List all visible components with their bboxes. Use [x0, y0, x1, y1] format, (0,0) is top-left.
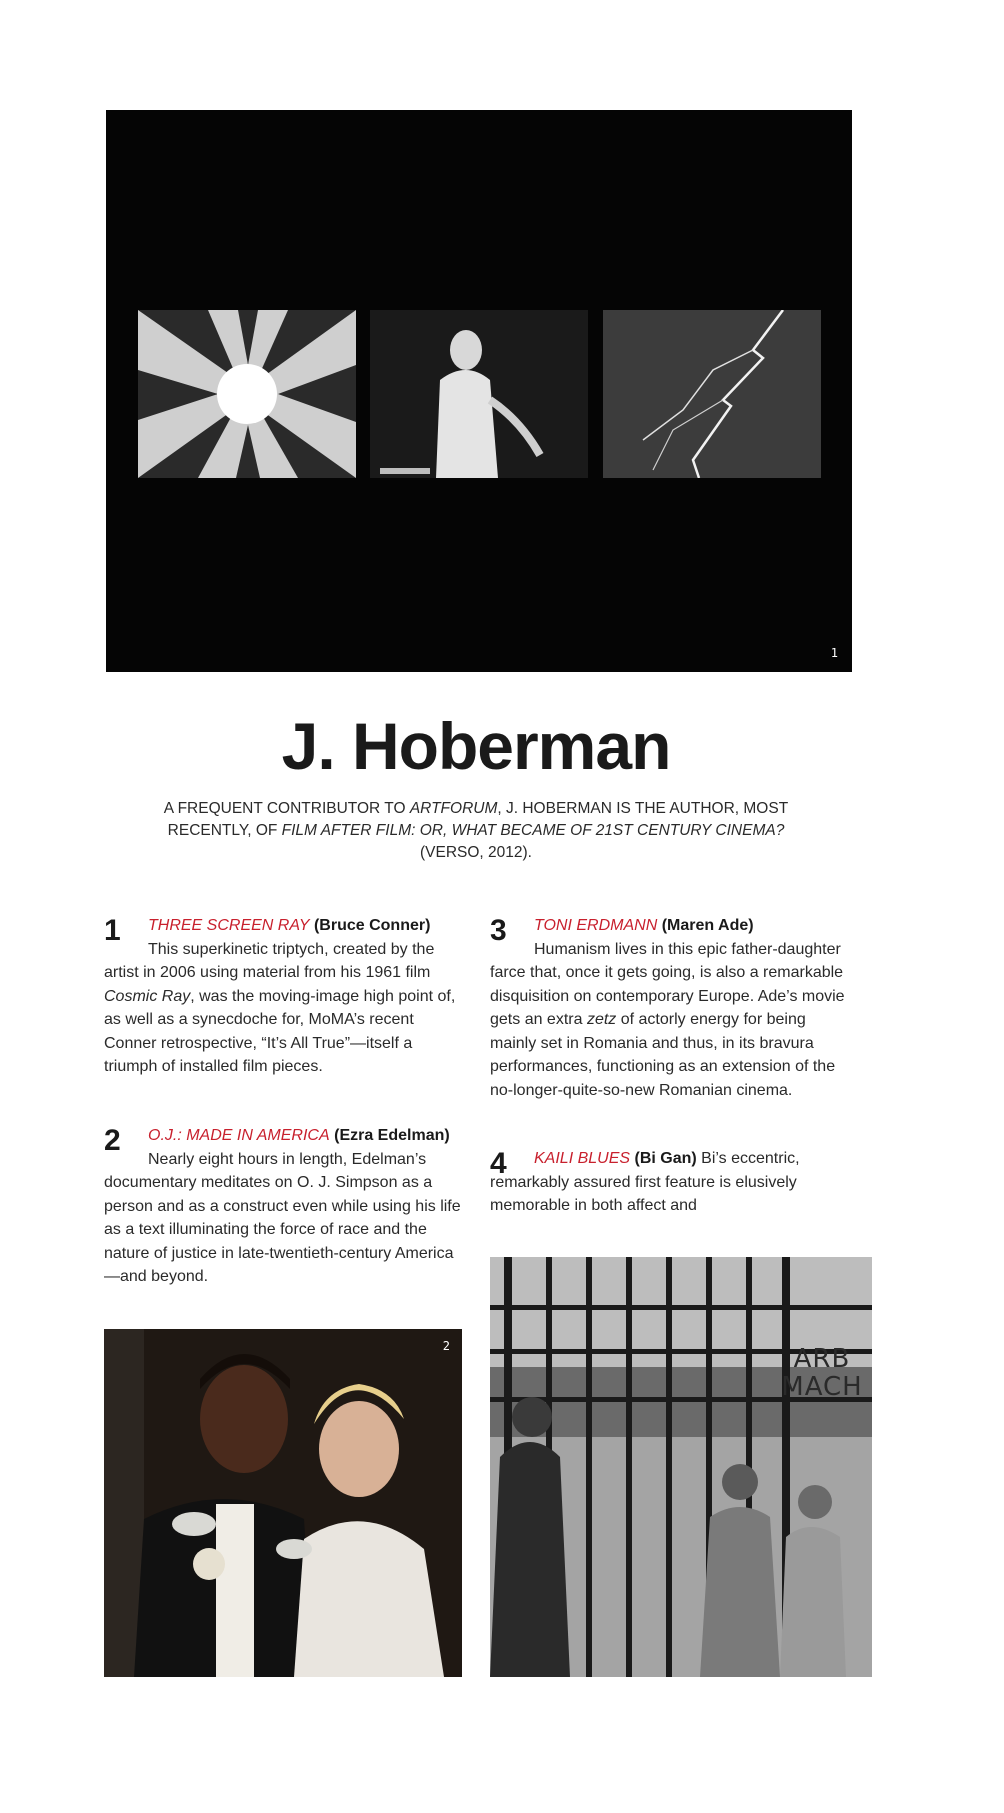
wedding-photo-image	[104, 1329, 462, 1677]
gate-photo	[490, 1257, 872, 1677]
bio-publication: ARTFORUM	[409, 800, 498, 817]
entry-creator: (Bi Gan)	[634, 1150, 697, 1167]
entry-title: O.J.: MADE IN AMERICA	[148, 1127, 330, 1144]
starburst-image	[138, 310, 356, 478]
entry-title: THREE SCREEN RAY	[148, 917, 310, 934]
figure-1-number: 1	[830, 646, 838, 660]
entry-text: Humanism lives in this epic father-daughter farce that, once it gets going, is also a remarkable disquisition on contemporary Europe. Ade’s movie gets an extra zetz of actorly energy for being mainly set in Romania and thus, in its bravura performances, functioning as an extension of the no-longer-quite-so-new Romanian cinema.	[490, 940, 845, 1099]
list-item-4	[490, 1147, 852, 1218]
entry-text: This superkinetic triptych, created by the artist in 2006 using material from his 1961 film Cosmic Ray, was the moving-image high point of, as well as a synecdoche for, MoMA’s recent Conner retrospective, “It’s All True”—itself a triumph of installed film pieces.	[104, 940, 456, 1075]
entry-heading	[104, 914, 466, 938]
entry-creator: (Bruce Conner)	[313, 917, 431, 934]
bio-mid: , J. HOBERMAN IS THE AUTHOR, MOST RECENTLY, OF	[167, 800, 789, 839]
entry-title: TONI ERDMANN	[534, 917, 658, 934]
figure-image	[370, 310, 588, 478]
bio-book-title: FILM AFTER FILM: OR, WHAT BECAME OF 21ST CENTURY CINEMA?	[281, 822, 785, 839]
entry-number: 2	[104, 1124, 121, 1157]
entry-text: KAILI BLUES (Bi Gan) Bi’s eccentric, remarkably assured first feature is elusively memorable in both affect and	[490, 1150, 800, 1214]
bio-prefix: A FREQUENT CONTRIBUTOR TO	[163, 800, 410, 817]
list-item-2	[104, 1124, 466, 1289]
entry-number: 3	[490, 914, 507, 947]
entry-creator: (Maren Ade)	[661, 917, 754, 934]
entry-heading	[490, 914, 852, 938]
lightning-image	[603, 310, 821, 478]
gate-sign-line-2: MACH	[781, 1372, 863, 1402]
gate-sign-line-1: ARB	[793, 1344, 851, 1374]
figure-2-photo	[104, 1329, 462, 1677]
triptych-panel-figure	[370, 310, 588, 478]
entry-creator: (Ezra Edelman)	[334, 1127, 450, 1144]
entry-number: 1	[104, 914, 121, 947]
entry-heading	[104, 1124, 466, 1148]
bio-suffix: (VERSO, 2012).	[420, 844, 532, 861]
gate-photo-image	[490, 1257, 872, 1677]
author-bio	[160, 798, 792, 864]
list-item-1	[104, 914, 466, 1079]
list-item-3	[490, 914, 852, 1102]
page-title: J. Hoberman	[281, 709, 671, 783]
entry-title: KAILI BLUES	[534, 1150, 631, 1167]
figure-2-number: 2	[442, 1339, 450, 1353]
figure-1-triptych	[106, 110, 852, 672]
triptych-panel-lightning	[603, 310, 821, 478]
entry-text: Nearly eight hours in length, Edelman’s documentary meditates on O. J. Simpson as a person and as a construct even while using his life as a text illuminating the force of race and the nature of justice in late-twentieth-century America—and beyond.	[104, 1150, 461, 1285]
entry-number: 4	[490, 1147, 507, 1180]
gate-sign	[774, 1345, 870, 1401]
triptych-panel-starburst	[138, 310, 356, 478]
